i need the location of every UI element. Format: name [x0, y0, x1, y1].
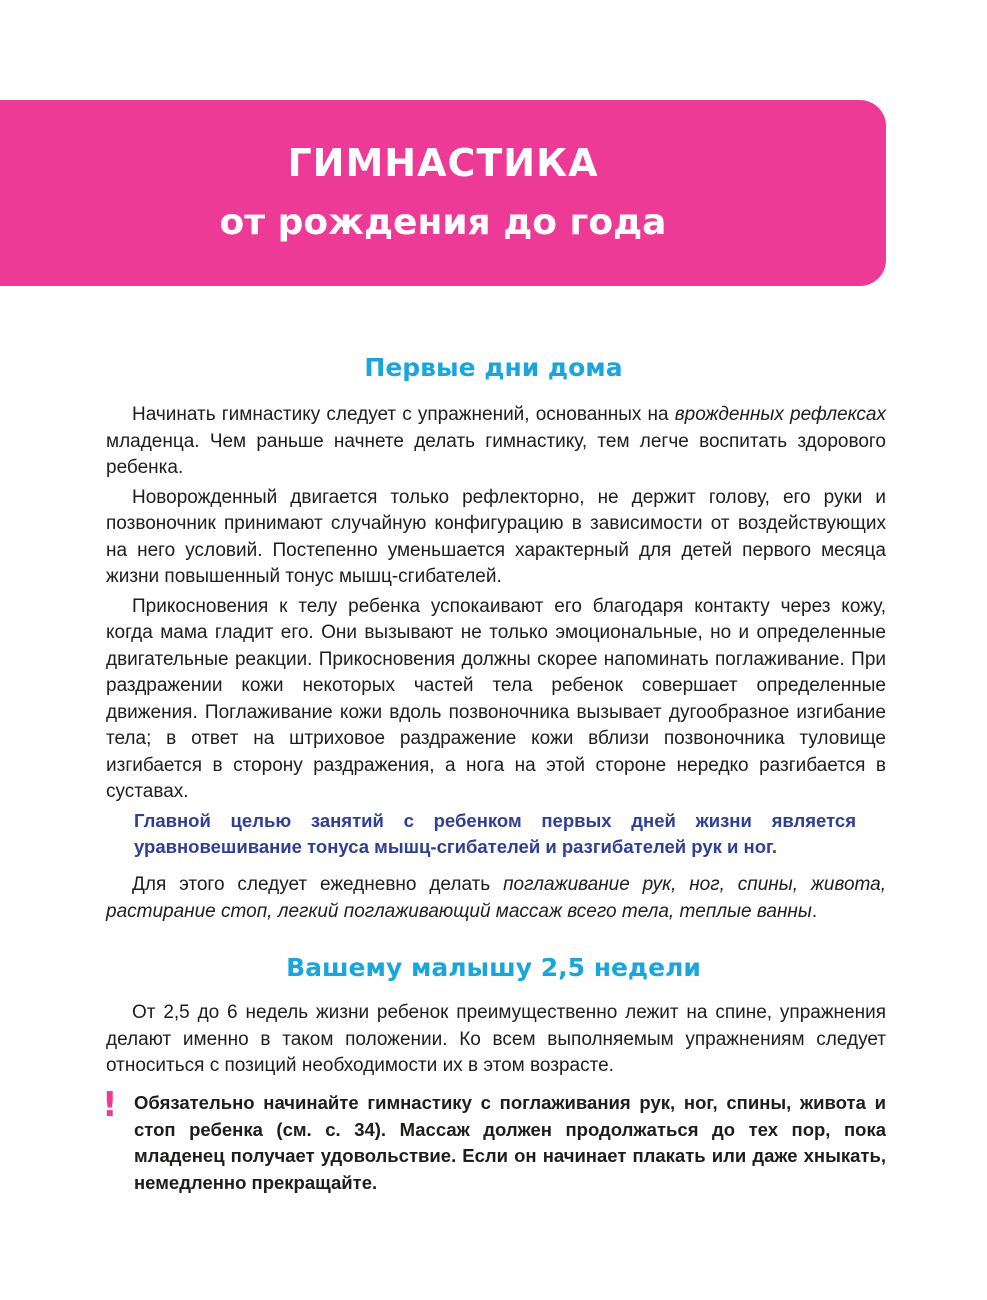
key-goal-highlight: Главной целью занятий с ребенком первых дней жизни является уравновешивание тонуса мышц-сгибателей и разгибателей рук и ног. [134, 810, 856, 857]
paragraph [106, 402, 886, 482]
paragraph-emphasis: врожденных рефлексах [674, 404, 886, 425]
section1-body [106, 402, 886, 806]
banner-title: ГИМНАСТИКА [287, 141, 599, 185]
paragraph: От 2,5 до 6 недель жизни ребенок преимущественно лежит на спине, упражнения делают именно в таком положении. Ко всем выполняемым упражнениям следует относиться с позиций необходимости их в этом возрасте. [106, 1002, 886, 1076]
paragraph-emphasis: поглаживание рук, ног, спины, живота, растирание стоп, легкий поглаживающий массаж всего тела, теплые ванны [106, 874, 886, 922]
important-note: Обязательно начинайте гимнастику с поглаживания рук, ног, спины, живота и стоп ребенка (см. с. 34). Массаж должен продолжаться до тех пор, пока младенец получает удовольствие. Если он начинает плакать или даже хныкать, немедленно прекращайте. [134, 1092, 886, 1193]
paragraph [106, 872, 886, 925]
title-banner [0, 100, 886, 286]
paragraph-text: младенца. Чем раньше начнете делать гимнастику, тем легче воспитать здорового ребенка. [106, 430, 886, 478]
paragraph-text: Для этого следует ежедневно делать [132, 874, 504, 895]
paragraph: Новорожденный двигается только рефлекторно, не держит голову, его руки и позвоночник принимают случайную конфигурацию в зависимости от воздействующих на него условий. Постепенно уменьшается характерный для детей первого месяца жизни повышенный тонус мышц-сгибателей. [106, 486, 886, 587]
paragraph: Прикосновения к телу ребенка успокаивают его благодаря контакту через кожу, когда мама гладит его. Они вызывают не только эмоциональные, но и определенные двигательные реакции. Прикосновения должны скорее напоминать поглаживание. При раздражении кожи некоторых частей тела ребенок совершает определенные движения. Поглаживание кожи вдоль позвоночника вызывает дугообразное изгибание тела; в ответ на штриховое раздражение кожи вблизи позвоночника туловище изгибается в сторону раздражения, а нога на этой стороне нередко разгибается в суставах. [106, 595, 886, 802]
paragraph-text: . [811, 900, 818, 922]
section1-conclusion [106, 872, 886, 925]
paragraph-text: Начинать гимнастику следует с упражнений, основанных на [132, 404, 675, 425]
section-heading-first-days: Первые дни дома [364, 353, 623, 382]
section-heading-2-5-weeks: Вашему малышу 2,5 недели [286, 953, 701, 982]
exclamation-icon: ! [102, 1085, 118, 1125]
section2-body [106, 1000, 886, 1080]
banner-subtitle: от рождения до года [219, 202, 667, 243]
